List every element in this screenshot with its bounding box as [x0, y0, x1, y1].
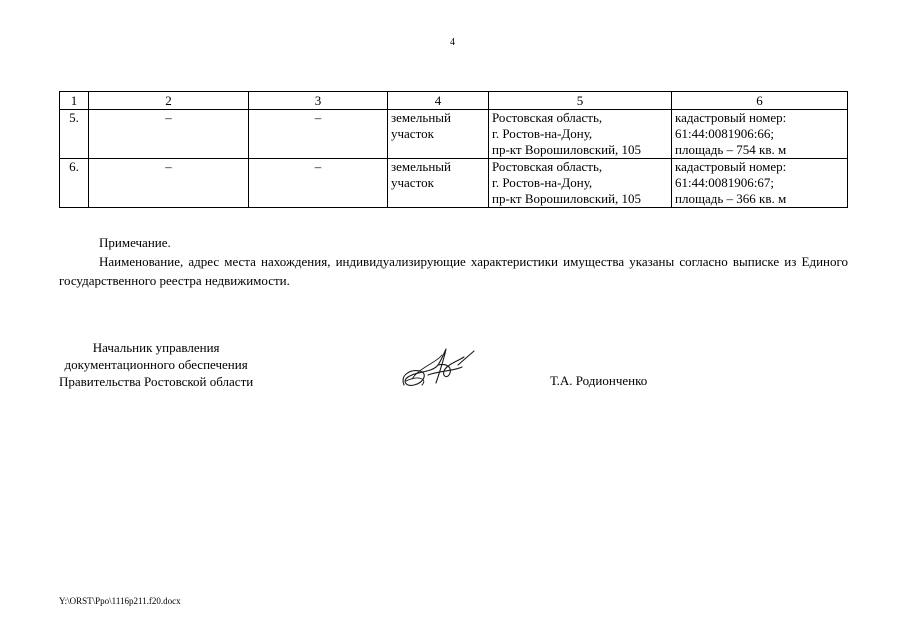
property-address: [489, 110, 672, 159]
type-line: земельный: [391, 159, 451, 174]
address-line: г. Ростов-на-Дону,: [492, 126, 593, 141]
property-type: [388, 110, 489, 159]
spec-line: площадь – 754 кв. м: [675, 142, 787, 157]
address-line: Ростовская область,: [492, 159, 603, 174]
file-path-footer: Y:\ORST\Ppo\1116p211.f20.docx: [59, 596, 181, 606]
table-header-row: [60, 92, 848, 110]
row-cell-col3: –: [249, 110, 388, 159]
spec-line: 61:44:0081906:67;: [675, 175, 774, 190]
note-title: Примечание.: [99, 235, 171, 250]
header-cell: 1: [60, 92, 89, 110]
note-text: Наименование, адрес места нахождения, индивидуализирующие характеристики имущества указаны согласно выписке из Единого государственного реестра недвижимости.: [59, 254, 848, 288]
signatory-position: [59, 339, 253, 390]
row-number: 6.: [60, 159, 89, 208]
row-cell-col3: –: [249, 159, 388, 208]
type-line: участок: [391, 126, 434, 141]
row-cell-col2: –: [89, 159, 249, 208]
address-line: пр-кт Ворошиловский, 105: [492, 142, 642, 157]
property-specs: [672, 159, 848, 208]
type-line: участок: [391, 175, 434, 190]
page-number: 4: [450, 37, 455, 48]
header-cell: 2: [89, 92, 249, 110]
address-line: пр-кт Ворошиловский, 105: [492, 191, 642, 206]
property-table: [59, 91, 848, 208]
address-line: г. Ростов-на-Дону,: [492, 175, 593, 190]
spec-line: кадастровый номер:: [675, 159, 787, 174]
row-cell-col2: –: [89, 110, 249, 159]
header-cell: 5: [489, 92, 672, 110]
header-cell: 6: [672, 92, 848, 110]
handwritten-signature: [398, 345, 480, 391]
address-line: Ростовская область,: [492, 110, 603, 125]
spec-line: 61:44:0081906:66;: [675, 126, 774, 141]
spec-line: кадастровый номер:: [675, 110, 787, 125]
header-cell: 3: [249, 92, 388, 110]
type-line: земельный: [391, 110, 451, 125]
note-section: [59, 233, 848, 290]
signatory-name: Т.А. Родионченко: [550, 373, 648, 388]
property-address: [489, 159, 672, 208]
header-cell: 4: [388, 92, 489, 110]
position-line: документационного обеспечения: [64, 357, 248, 372]
position-line: Правительства Ростовской области: [59, 374, 254, 389]
table-row: [60, 159, 848, 208]
property-type: [388, 159, 489, 208]
row-number: 5.: [60, 110, 89, 159]
position-line: Начальник управления: [92, 340, 220, 355]
table-row: [60, 110, 848, 159]
spec-line: площадь – 366 кв. м: [675, 191, 787, 206]
property-specs: [672, 110, 848, 159]
